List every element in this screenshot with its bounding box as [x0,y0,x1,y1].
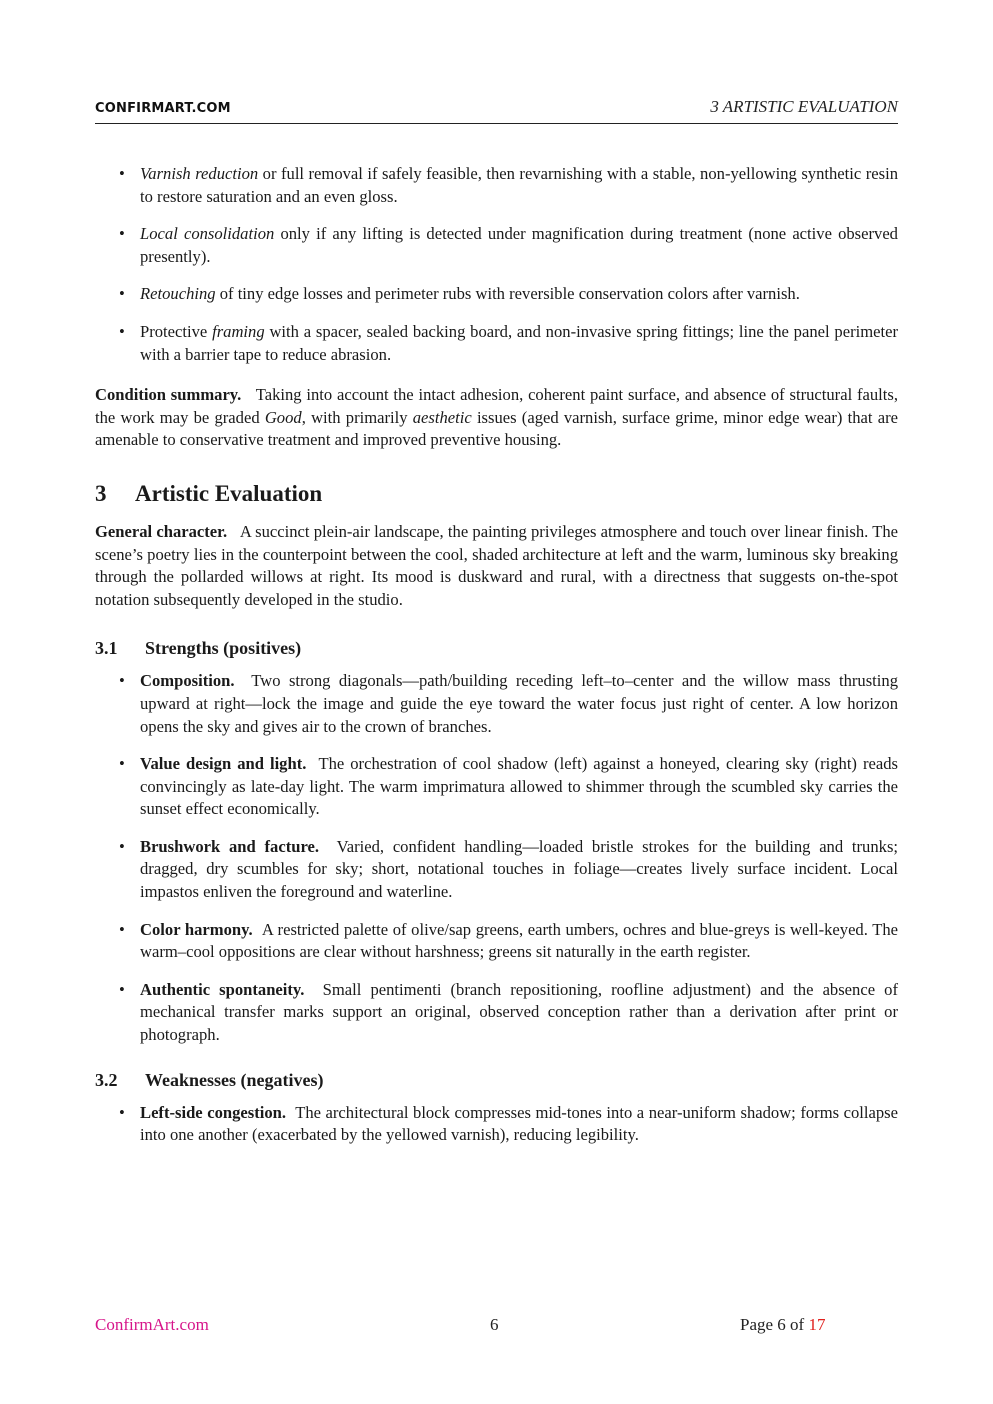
list-item: • Color harmony. A restricted palette of olive/sap greens, earth umbers, ochres and blue-greys is well-keyed. The warm–cool oppositions are clear without harshness; greens sit naturally in the earth register. [119,919,898,962]
running-title: 3 ARTISTIC EVALUATION [710,97,898,116]
footer-site-link[interactable]: ConfirmArt.com [95,1315,209,1334]
section-heading-3-1: 3.1 Strengths (positives) [95,638,302,659]
treatment-list [95,163,898,366]
list-item: • Brushwork and facture. Varied, confident handling—loaded bristle strokes for the building and trunks; dragged, dry scumbles for sky; short, notational touches in foliage—creates lively surface incident. Local impastos enliven the foreground and waterline. [119,836,899,902]
list-item: • Value design and light. The orchestration of cool shadow (left) against a honeyed, clearing sky (right) reads convincingly as late-day light. The warm imprimatura allowed to shimmer through the scumbled sky carries the sunset effect economically. [119,754,898,819]
strengths-list [95,670,898,1046]
section-heading-3-2: 3.2 Weaknesses (negatives) [95,1069,324,1090]
weaknesses-list [95,1102,898,1147]
list-item: • Left-side congestion. The architectural block compresses mid-tones into a near-uniform shadow; forms collapse into one another (exacerbated by the yellowed varnish), reducing legibility. [119,1102,898,1145]
site-logo: CONFIRMART.COM [95,101,231,116]
page-content [95,163,898,1162]
total-pages-link[interactable]: 17 [808,1315,826,1334]
section-heading-3: 3 Artistic Evaluation [95,480,323,506]
page-number: 6 [490,1315,499,1334]
general-character: General character. A succinct plein-air landscape, the painting privileges atmosphere and touch over linear finish. The scene’s poetry lies in the counterpoint between the cool, shaded architecture at left and the warm, luminous sky breaking through the pollarded willows at right. Its mood is duskward and rural, with a directness that suggests on-the-spot notation subsequently developed in the studio. [95,521,898,609]
list-item: • Retouching of tiny edge losses and perimeter rubs with reversible conservation colors after varnish. [119,284,800,304]
condition-summary: Condition summary. Taking into account the intact adhesion, coherent paint surface, and absence of structural faults, the work may be graded Good, with primarily aesthetic issues (aged varnish, surface grime, minor edge wear) that are amenable to conservative treatment and improved preventive housing. [95,385,898,450]
page-header [95,97,898,124]
list-item: • Composition. Two strong diagonals—path/building receding left–to–center and the willow mass thrusting upward at right—lock the image and guide the eye toward the water focus just right of center. A low horizon opens the sky and gives air to the crown of branches. [119,671,898,736]
list-item: • Varnish reduction or full removal if safely feasible, then revarnishing with a stable, non-yellowing synthetic resin to restore saturation and an even gloss. [119,164,898,206]
list-item: • Authentic spontaneity. Small pentimenti (branch repositioning, roofline adjustment) and the absence of mechanical transfer marks support an original, observed conception rather than a derivation after print or photograph. [119,979,898,1045]
page-of-total: Page 6 of 17 [740,1315,826,1334]
list-item: • Local consolidation only if any lifting is detected under magnification during treatment (none active observed presently). [119,224,898,266]
list-item: • Protective framing with a spacer, sealed backing board, and non-invasive spring fittings; line the panel perimeter with a barrier tape to reduce abrasion. [119,321,898,364]
